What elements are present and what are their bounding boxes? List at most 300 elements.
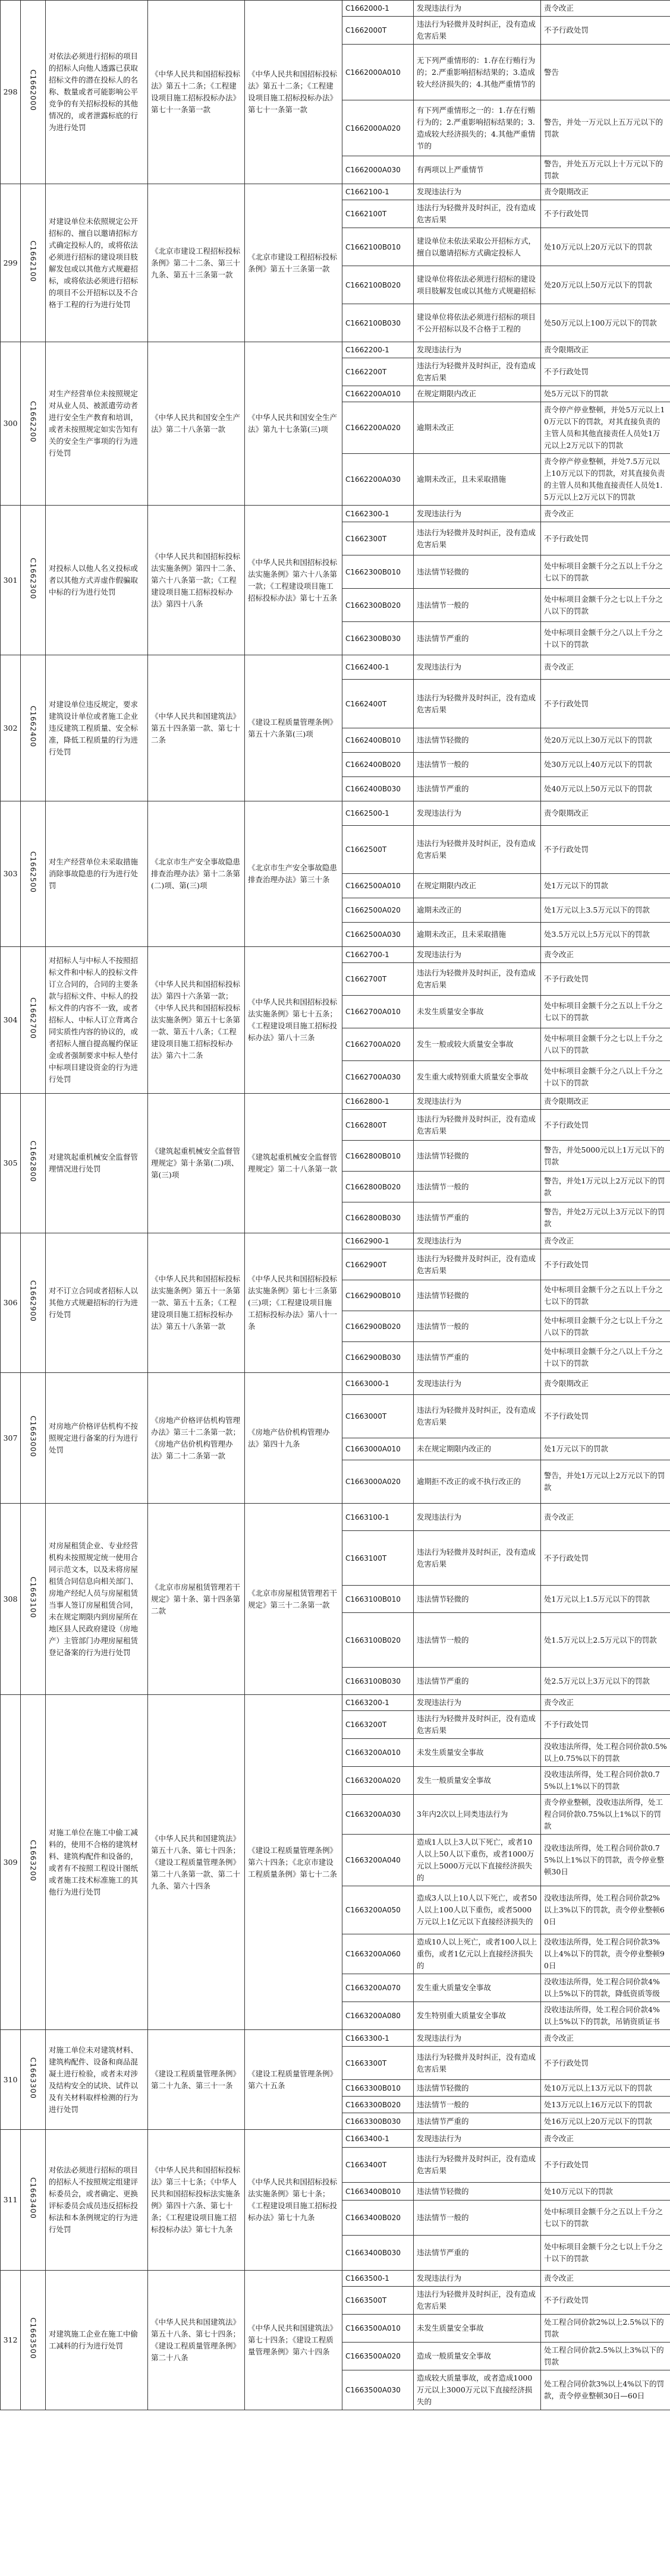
sub-code: C1662800B010 bbox=[342, 1141, 414, 1172]
violation-circumstance: 逾期未改正 bbox=[414, 402, 541, 454]
penalty-standard: 处10万元以下的罚款 bbox=[541, 2183, 670, 2201]
sub-code: C1663200A010 bbox=[342, 1739, 414, 1767]
violation-circumstance: 违法情节轻微的 bbox=[414, 555, 541, 589]
sub-code: C1662500T bbox=[342, 826, 414, 874]
item-code-text: C1663300 bbox=[29, 2057, 37, 2099]
violation-circumstance: 发现违法行为 bbox=[414, 1373, 541, 1395]
sub-code: C1663400B020 bbox=[342, 2201, 414, 2236]
sub-code: C1662200A020 bbox=[342, 402, 414, 454]
item-number: 309 bbox=[1, 1695, 21, 2030]
violation-circumstance: 有下列严重情形之一的：1.存在行贿行为的；2.严重影响招标结果的；3.造成较大经济损失的；4.其他严重情节的 bbox=[414, 100, 541, 156]
penalty-standard: 不予行政处罚 bbox=[541, 680, 670, 728]
violation-circumstance: 违法情节严重的 bbox=[414, 1342, 541, 1373]
violation-circumstance: 未发生质量安全事故 bbox=[414, 996, 541, 1028]
sub-code: C1662900B020 bbox=[342, 1311, 414, 1342]
legal-basis: 《中华人民共和国招标投标法实施条例》第四十二条、第六十八条第一款；《工程建设项目施工招标投标办法》第四十八条 bbox=[148, 506, 245, 655]
item-code bbox=[21, 2271, 46, 2410]
item-code-text: C1663100 bbox=[29, 1576, 37, 1618]
item-code bbox=[21, 1373, 46, 1504]
sub-code: C1662500A020 bbox=[342, 898, 414, 923]
item-code bbox=[21, 1233, 46, 1373]
violation-circumstance: 无下列严重情形的：1.存在行贿行为的；2.严重影响招标结果的；3.造成较大经济损失的；4.其他严重情节的 bbox=[414, 45, 541, 100]
penalty-standard: 责令改正 bbox=[541, 1695, 670, 1711]
sub-code: C1662400B030 bbox=[342, 777, 414, 801]
violation-circumstance: 未发生质量安全事故 bbox=[414, 2315, 541, 2343]
legal-basis: 《北京市房屋租赁管理若干规定》第十条、第十四条第二款 bbox=[148, 1504, 245, 1695]
penalty-standard: 不予行政处罚 bbox=[541, 200, 670, 228]
violation-circumstance: 违法情节严重的 bbox=[414, 622, 541, 655]
item-code bbox=[21, 2030, 46, 2130]
sub-code: C1662900-1 bbox=[342, 1233, 414, 1249]
sub-code: C1663100B010 bbox=[342, 1586, 414, 1613]
item-description: 对依法必须进行招标的项目的招标人向他人透露已获取招标文件的潜在投标人的名称、数量或者可能影响公平竞争的有关招标投标的其他情况的，或者泄露标底的行为进行处罚 bbox=[46, 1, 148, 184]
item-number: 308 bbox=[1, 1504, 21, 1695]
violation-circumstance: 违法情节一般的 bbox=[414, 2201, 541, 2236]
penalty-standard: 责令改正 bbox=[541, 1504, 670, 1531]
penalty-standard: 不予行政处罚 bbox=[541, 826, 670, 874]
item-code-text: C1663200 bbox=[29, 1839, 37, 1882]
item-code-text: C1662300 bbox=[29, 557, 37, 599]
violation-circumstance: 违法情节严重的 bbox=[414, 2236, 541, 2271]
item-code bbox=[21, 1695, 46, 2030]
violation-circumstance: 发现违法行为 bbox=[414, 655, 541, 680]
legal-basis: 《中华人民共和国建筑法》第五十四条第一款、第七十二条 bbox=[148, 655, 245, 801]
penalty-standard: 处中标项目金额千分之八以上千分之十以下的罚款 bbox=[541, 1061, 670, 1094]
violation-circumstance: 违法情节轻微的 bbox=[414, 2183, 541, 2201]
penalty-standard: 警告，并处一万元以上五万元以下的罚款 bbox=[541, 100, 670, 156]
penalty-standard: 责令停产停业整顿，并处5万元以上10万元以下的罚款，对其直接负责的主管人员和其他直接责任人员处1万元以上2万元以下的罚款 bbox=[541, 402, 670, 454]
violation-circumstance: 造成一般质量安全事故 bbox=[414, 2343, 541, 2370]
penalty-standard: 警告，并处1万元以上2万元以下的罚款 bbox=[541, 1460, 670, 1504]
penalty-standard: 处1万元以上1.5万元以下的罚款 bbox=[541, 1586, 670, 1613]
violation-circumstance: 违法行为轻微并及时纠正，没有造成危害后果 bbox=[414, 1395, 541, 1438]
penalty-standard: 不予行政处罚 bbox=[541, 1249, 670, 1280]
violation-circumstance: 违法情节一般的 bbox=[414, 589, 541, 622]
sub-code: C1662000A020 bbox=[342, 100, 414, 156]
penalty-standard: 处5万元以下的罚款 bbox=[541, 386, 670, 402]
violation-circumstance: 造成1人以上3人以下死亡，或者10人以上50人以下重伤，或者1000万元以上5000万元以下直接经济损失的 bbox=[414, 1835, 541, 1886]
penalty-standard: 没收违法所得，处工程合同价款0.75%以上1%以下的罚款，责令停业整顿30日 bbox=[541, 1835, 670, 1886]
item-code bbox=[21, 2130, 46, 2271]
violation-circumstance: 在规定期限内改正 bbox=[414, 386, 541, 402]
item-code-text: C1662500 bbox=[29, 851, 37, 893]
violation-circumstance: 违法情节严重的 bbox=[414, 1202, 541, 1233]
penalty-standard: 处20万元以上50万元以下的罚款 bbox=[541, 266, 670, 304]
item-code bbox=[21, 655, 46, 801]
sub-code: C1662900T bbox=[342, 1249, 414, 1280]
sub-code: C1662800-1 bbox=[342, 1094, 414, 1110]
sub-code: C1662300B030 bbox=[342, 622, 414, 655]
penalty-basis: 《中华人民共和国招标投标法实施条例》第六十八条第一款；《工程建设项目施工招标投标办法》第七十五条 bbox=[245, 506, 342, 655]
legal-basis: 《中华人民共和国招标投标法实施条例》第五十一条第一款、第五十五条；《工程建设项目施工招标投标办法》第五十八条第一款 bbox=[148, 1233, 245, 1373]
penalty-standard: 没收违法所得，处工程合同价款2%以上3%以下的罚款，责令停业整顿60日 bbox=[541, 1886, 670, 1934]
sub-code: C1663200A030 bbox=[342, 1795, 414, 1835]
penalty-standard: 处中标项目金额千分之八以上千分之十以下的罚款 bbox=[541, 622, 670, 655]
sub-code: C1662300B020 bbox=[342, 589, 414, 622]
item-description: 对招标人与中标人不按照招标文件和中标人的投标文件订立合同的，合同的主要条款与招标文件、中标人的投标文件的内容不一致，或者招标人、中标人订立背离合同实质性内容的协议的，或者招标人擅自提高履约保证金或者强制要求中标人垫付中标项目建设资金的行为进行处罚 bbox=[46, 947, 148, 1094]
sub-code: C1663200T bbox=[342, 1711, 414, 1739]
penalty-standard: 处中标项目金额千分之七以上千分之八以下的罚款 bbox=[541, 1311, 670, 1342]
item-number: 307 bbox=[1, 1373, 21, 1504]
penalty-standard: 没收违法所得，处工程合同价款4%以上5%以下的罚款，降低资质等级 bbox=[541, 1974, 670, 2002]
violation-circumstance: 3年内2次以上同类违法行为 bbox=[414, 1795, 541, 1835]
sub-code: C1662700-1 bbox=[342, 947, 414, 963]
penalty-basis: 《中华人民共和国招标投标法实施条例》第七十三条第(三)项；《工程建设项目施工招标投标办法》第八十一条 bbox=[245, 1233, 342, 1373]
penalty-standard: 没收违法所得，处工程合同价款0.75%以上1%以下的罚款 bbox=[541, 1767, 670, 1795]
violation-circumstance: 违法情节一般的 bbox=[414, 753, 541, 777]
violation-circumstance: 逾期未改正，且未采取措施 bbox=[414, 454, 541, 506]
violation-circumstance: 建设单位将依法必须进行招标的建设项目肢解发包或以其他方式规避招标 bbox=[414, 266, 541, 304]
sub-code: C1663500T bbox=[342, 2287, 414, 2315]
violation-circumstance: 发生重大质量安全事故 bbox=[414, 1974, 541, 2002]
penalty-standard: 不予行政处罚 bbox=[541, 1110, 670, 1141]
item-description: 对施工单位未对建筑材料、建筑构配件、设备和商品混凝土进行检验，或者未对涉及结构安全的试块、试件以及有关材料取样检测的行为进行处罚 bbox=[46, 2030, 148, 2130]
violation-circumstance: 违法情节严重的 bbox=[414, 1668, 541, 1695]
sub-code: C1662200-1 bbox=[342, 342, 414, 358]
violation-circumstance: 违法行为轻微并及时纠正，没有造成危害后果 bbox=[414, 200, 541, 228]
sub-code: C1662400T bbox=[342, 680, 414, 728]
item-code-text: C1663400 bbox=[29, 2177, 37, 2219]
violation-circumstance: 发生一般质量安全事故 bbox=[414, 1767, 541, 1795]
penalty-standard: 处1万元以下的罚款 bbox=[541, 874, 670, 898]
sub-code: C1663400B030 bbox=[342, 2236, 414, 2271]
penalty-standard: 处中标项目金额千分之七以上千分之八以下的罚款 bbox=[541, 1028, 670, 1061]
item-description: 对建筑施工企业在施工中偷工减料的行为进行处罚 bbox=[46, 2271, 148, 2410]
sub-code: C1662200A030 bbox=[342, 454, 414, 506]
penalty-standard: 警告，并处1万元以上2万元以下的罚款 bbox=[541, 1172, 670, 1202]
violation-circumstance: 违法情节轻微的 bbox=[414, 728, 541, 753]
penalty-basis: 《建筑起重机械安全监督管理规定》第二十八条第一款 bbox=[245, 1094, 342, 1233]
violation-circumstance: 在规定期限内改正 bbox=[414, 874, 541, 898]
violation-circumstance: 违法行为轻微并及时纠正，没有造成危害后果 bbox=[414, 963, 541, 996]
item-description: 对生产经营单位未按照规定对从业人员、被派遣劳动者进行安全生产教育和培训，或者未按照规定如实告知有关的安全生产事项的行为进行处罚 bbox=[46, 342, 148, 506]
item-description: 对生产经营单位未采取措施消除事故隐患的行为进行处罚 bbox=[46, 801, 148, 947]
table-row bbox=[1, 342, 670, 358]
table-row bbox=[1, 1695, 670, 1711]
item-description: 对建设单位违反规定，要求建筑设计单位或者施工企业违反建筑工程质量、安全标准，降低工程质量的行为进行处罚 bbox=[46, 655, 148, 801]
violation-circumstance: 逾期拒不改正的或不执行改正的 bbox=[414, 1460, 541, 1504]
penalty-standard: 处工程合同价款2%以上2.5%以下的罚款 bbox=[541, 2315, 670, 2343]
violation-circumstance: 发现违法行为 bbox=[414, 506, 541, 522]
violation-circumstance: 有两项以上严重情节 bbox=[414, 156, 541, 184]
penalty-standard: 处40万元以上50万元以下的罚款 bbox=[541, 777, 670, 801]
sub-code: C1662200T bbox=[342, 358, 414, 386]
sub-code: C1663200A070 bbox=[342, 1974, 414, 2002]
penalty-standard: 不予行政处罚 bbox=[541, 963, 670, 996]
penalty-standard: 处工程合同价款3%以上4%以下的罚款，责令停业整顿30日—60日 bbox=[541, 2370, 670, 2410]
sub-code: C1662400B010 bbox=[342, 728, 414, 753]
penalty-standard: 责令改正 bbox=[541, 2030, 670, 2047]
penalty-standard: 责令改正 bbox=[541, 1233, 670, 1249]
penalty-standard: 处中标项目金额千分之五以上千分之七以下的罚款 bbox=[541, 1280, 670, 1311]
penalty-basis: 《建设工程质量管理条例》第五十六条第(三)项 bbox=[245, 655, 342, 801]
sub-code: C1663200A020 bbox=[342, 1767, 414, 1795]
penalty-standard: 责令停产停业整顿，并处7.5万元以上10万元以下的罚款，对其直接负责的主管人员和其他直接责任人员处1.5万元以上2万元以下的罚款 bbox=[541, 454, 670, 506]
sub-code: C1662800B030 bbox=[342, 1202, 414, 1233]
sub-code: C1662100B020 bbox=[342, 266, 414, 304]
table-row bbox=[1, 801, 670, 826]
legal-basis: 《中华人民共和国招标投标法》第四十六条第一款；《中华人民共和国招标投标法实施条例》第五十七条第一款、第五十八条；《工程建设项目施工招标投标办法》第六十二条 bbox=[148, 947, 245, 1094]
item-number: 298 bbox=[1, 1, 21, 184]
sub-code: C1662800B020 bbox=[342, 1172, 414, 1202]
violation-circumstance: 违法行为轻微并及时纠正，没有造成危害后果 bbox=[414, 1110, 541, 1141]
violation-circumstance: 违法行为轻微并及时纠正，没有造成危害后果 bbox=[414, 2287, 541, 2315]
penalty-basis: 《北京市建设工程招标投标条例》第五十三条第一款 bbox=[245, 184, 342, 342]
penalty-basis: 《中华人民共和国招标投标法实施条例》第七十五条；《工程建设项目施工招标投标办法》第八十三条 bbox=[245, 947, 342, 1094]
violation-circumstance: 违法情节一般的 bbox=[414, 2097, 541, 2113]
violation-circumstance: 发生重大或特别重大质量安全事故 bbox=[414, 1061, 541, 1094]
penalty-basis: 《中华人民共和国安全生产法》第九十七条第(三)项 bbox=[245, 342, 342, 506]
table-row bbox=[1, 2130, 670, 2148]
item-description: 对依法必须进行招标的项目的招标人不按照规定组建评标委员会，或者确定、更换评标委员会成员违反招标投标法和本条例规定的行为进行处罚 bbox=[46, 2130, 148, 2271]
penalty-standard: 不予行政处罚 bbox=[541, 2287, 670, 2315]
sub-code: C1662400-1 bbox=[342, 655, 414, 680]
legal-basis: 《中华人民共和国建筑法》第五十八条、第七十四条；《建设工程质量管理条例》第二十八条 bbox=[148, 2271, 245, 2410]
item-code-text: C1662000 bbox=[29, 70, 37, 111]
sub-code: C1663000-1 bbox=[342, 1373, 414, 1395]
sub-code: C1663100-1 bbox=[342, 1504, 414, 1531]
violation-circumstance: 发现违法行为 bbox=[414, 1695, 541, 1711]
legal-basis: 《中华人民共和国安全生产法》第二十八条第一款 bbox=[148, 342, 245, 506]
violation-circumstance: 违法行为轻微并及时纠正，没有造成危害后果 bbox=[414, 2148, 541, 2183]
table-row bbox=[1, 2030, 670, 2047]
violation-circumstance: 未在规定期限内改正的 bbox=[414, 1438, 541, 1460]
item-description: 对房地产价格评估机构不按照规定进行备案的行为进行处罚 bbox=[46, 1373, 148, 1504]
penalty-standard: 责令限期改正 bbox=[541, 184, 670, 200]
item-code-text: C1662100 bbox=[29, 240, 37, 282]
table-row bbox=[1, 184, 670, 200]
sub-code: C1662700A020 bbox=[342, 1028, 414, 1061]
item-code-text: C1662800 bbox=[29, 1141, 37, 1182]
penalty-standard: 处1万元以下的罚款 bbox=[541, 1438, 670, 1460]
violation-circumstance: 违法行为轻微并及时纠正，没有造成危害后果 bbox=[414, 1249, 541, 1280]
violation-circumstance: 发现违法行为 bbox=[414, 1094, 541, 1110]
penalty-standard: 没收违法所得，处工程合同价款3%以上4%以下的罚款，责令停业整顿90日 bbox=[541, 1934, 670, 1974]
violation-circumstance: 逾期未改正的 bbox=[414, 898, 541, 923]
table-row bbox=[1, 1233, 670, 1249]
violation-circumstance: 违法情节轻微的 bbox=[414, 1280, 541, 1311]
item-description: 对房屋租赁企业、专业经营机构未按照规定统一使用合同示范文本，以及未将房屋租赁合同信息向相关部门、房地产经纪人员与房屋租赁当事人签订房屋租赁合同，未在规定期限内到房屋所在地区县人民政府建设（房地产）主管部门办理房屋租赁登记备案的行为进行处罚 bbox=[46, 1504, 148, 1695]
sub-code: C1662800T bbox=[342, 1110, 414, 1141]
penalty-standard: 警告，并处五万元以上十万元以下的罚款 bbox=[541, 156, 670, 184]
sub-code: C1663000A020 bbox=[342, 1460, 414, 1504]
penalty-standard: 责令改正 bbox=[541, 655, 670, 680]
penalty-standard: 处1万元以上3.5万元以下的罚款 bbox=[541, 898, 670, 923]
penalty-standard: 处中标项目金额千分之八以上千分之十以下的罚款 bbox=[541, 1342, 670, 1373]
violation-circumstance: 造成较大质量事故，或者造成1000万元以上3000万元以下直接经济损失的 bbox=[414, 2370, 541, 2410]
item-code bbox=[21, 947, 46, 1094]
sub-code: C1663200A060 bbox=[342, 1934, 414, 1974]
penalty-standard: 没收违法所得，处工程合同价款4%以上5%以下的罚款，吊销资质证书 bbox=[541, 2002, 670, 2030]
penalty-standard: 处30万元以上40万元以下的罚款 bbox=[541, 753, 670, 777]
sub-code: C1663400-1 bbox=[342, 2130, 414, 2148]
sub-code: C1663400T bbox=[342, 2148, 414, 2183]
legal-basis: 《中华人民共和国招标投标法》第三十七条；《中华人民共和国招标投标法实施条例》第四十六条、第七十条；《工程建设项目施工招标投标办法》第七十九条 bbox=[148, 2130, 245, 2271]
sub-code: C1662900B030 bbox=[342, 1342, 414, 1373]
table-row bbox=[1, 1373, 670, 1395]
violation-circumstance: 违法行为轻微并及时纠正，没有造成危害后果 bbox=[414, 17, 541, 45]
sub-code: C1662300B010 bbox=[342, 555, 414, 589]
penalty-basis: 《中华人民共和国招标投标法实施条例》第七十条；《工程建设项目施工招标投标办法》第七十九条 bbox=[245, 2130, 342, 2271]
item-code-text: C1663000 bbox=[29, 1415, 37, 1457]
item-description: 对施工单位在施工中偷工减料的，使用不合格的建筑材料、建筑构配件和设备的，或者有不按照工程设计图纸或者施工技术标准施工的其他行为进行处罚 bbox=[46, 1695, 148, 2030]
penalty-standard: 不予行政处罚 bbox=[541, 1711, 670, 1739]
violation-circumstance: 建设单位未依法采取公开招标方式，擅自以邀请招标方式确定投标人 bbox=[414, 228, 541, 266]
item-code-text: C1662900 bbox=[29, 1280, 37, 1322]
legal-basis: 《建筑起重机械安全监督管理规定》第十条第(二)项、第(三)项 bbox=[148, 1094, 245, 1233]
item-number: 300 bbox=[1, 342, 21, 506]
item-code-text: C1662400 bbox=[29, 705, 37, 747]
sub-code: C1662700T bbox=[342, 963, 414, 996]
penalty-standard: 责令改正 bbox=[541, 947, 670, 963]
table-row bbox=[1, 1504, 670, 1531]
violation-circumstance: 违法行为轻微并及时纠正，没有造成危害后果 bbox=[414, 1711, 541, 1739]
item-code bbox=[21, 801, 46, 947]
sub-code: C1663500A020 bbox=[342, 2343, 414, 2370]
penalty-standard: 不予行政处罚 bbox=[541, 2148, 670, 2183]
table-row bbox=[1, 506, 670, 522]
sub-code: C1663200A080 bbox=[342, 2002, 414, 2030]
penalty-standard: 处1.5万元以上2.5万元以下的罚款 bbox=[541, 1613, 670, 1668]
penalty-standard: 没收违法所得，处工程合同价款0.5%以上0.75%以下的罚款 bbox=[541, 1739, 670, 1767]
table-row bbox=[1, 947, 670, 963]
table-row bbox=[1, 655, 670, 680]
sub-code: C1663000A010 bbox=[342, 1438, 414, 1460]
sub-code: C1663200A040 bbox=[342, 1835, 414, 1886]
penalty-standard: 处10万元以上20万元以下的罚款 bbox=[541, 228, 670, 266]
violation-circumstance: 违法情节严重的 bbox=[414, 777, 541, 801]
sub-code: C1662300T bbox=[342, 522, 414, 555]
item-code bbox=[21, 1094, 46, 1233]
violation-circumstance: 发生特别重大质量安全事故 bbox=[414, 2002, 541, 2030]
penalty-standard: 不予行政处罚 bbox=[541, 1395, 670, 1438]
penalty-standard: 警告，并处5000元以上1万元以下的罚款 bbox=[541, 1141, 670, 1172]
legal-basis: 《建设工程质量管理条例》第二十九条、第三十一条 bbox=[148, 2030, 245, 2130]
penalty-standard: 责令限期改正 bbox=[541, 1094, 670, 1110]
violation-circumstance: 违法情节一般的 bbox=[414, 1311, 541, 1342]
sub-code: C1662100B030 bbox=[342, 304, 414, 342]
sub-code: C1662000-1 bbox=[342, 1, 414, 17]
violation-circumstance: 发现违法行为 bbox=[414, 2130, 541, 2148]
violation-circumstance: 发现违法行为 bbox=[414, 2271, 541, 2287]
legal-basis: 《中华人民共和国建筑法》第五十八条、第七十四条；《建设工程质量管理条例》第二十八条第一款、第二十九条、第六十四条 bbox=[148, 1695, 245, 2030]
sub-code: C1662200A010 bbox=[342, 386, 414, 402]
sub-code: C1663300B030 bbox=[342, 2113, 414, 2130]
penalty-standard: 处50万元以上100万元以下的罚款 bbox=[541, 304, 670, 342]
sub-code: C1662000A030 bbox=[342, 156, 414, 184]
penalty-standard: 处中标项目金额千分之七以上千分之十以下的罚款 bbox=[541, 2236, 670, 2271]
penalty-standard: 不予行政处罚 bbox=[541, 1531, 670, 1586]
item-description: 对建设单位未依照规定公开招标的、擅自以邀请招标方式确定投标人的，或将依法必须进行招标的建设项目肢解发包或以其他方式规避招标，或将依法必须进行招标的项目不公开招标以及不合格于工程的行为进行处罚 bbox=[46, 184, 148, 342]
legal-basis: 《房地产价格评估机构管理办法》第三十二条第一款；《房地产估价机构管理办法》第二十二条第一款 bbox=[148, 1373, 245, 1504]
penalty-standard: 责令改正 bbox=[541, 1, 670, 17]
sub-code: C1663500A030 bbox=[342, 2370, 414, 2410]
penalty-standard: 处中标项目金额千分之五以上千分之七以下的罚款 bbox=[541, 996, 670, 1028]
sub-code: C1662700A030 bbox=[342, 1061, 414, 1094]
penalty-basis: 《北京市房屋租赁管理若干规定》第三十二条第一款 bbox=[245, 1504, 342, 1695]
violation-circumstance: 发生一般或较大质量安全事故 bbox=[414, 1028, 541, 1061]
sub-code: C1662500-1 bbox=[342, 801, 414, 826]
sub-code: C1663500-1 bbox=[342, 2271, 414, 2287]
penalty-standard: 责令限期改正 bbox=[541, 342, 670, 358]
violation-circumstance: 违法情节轻微的 bbox=[414, 1141, 541, 1172]
item-number: 306 bbox=[1, 1233, 21, 1373]
sub-code: C1663300-1 bbox=[342, 2030, 414, 2047]
sub-code: C1662500A030 bbox=[342, 923, 414, 947]
penalty-basis: 《建设工程质量管理条例》第六十四条；《北京市建设工程质量条例》第七十二条 bbox=[245, 1695, 342, 2030]
sub-code: C1662300-1 bbox=[342, 506, 414, 522]
item-number: 303 bbox=[1, 801, 21, 947]
penalty-standard: 责令限期改正 bbox=[541, 1373, 670, 1395]
penalty-basis: 《北京市生产安全事故隐患排查治理办法》第三十条 bbox=[245, 801, 342, 947]
penalty-basis: 《中华人民共和国建筑法》第七十四条；《建设工程质量管理条例》第六十四条 bbox=[245, 2271, 342, 2410]
penalty-basis: 《房地产估价机构管理办法》第四十九条 bbox=[245, 1373, 342, 1504]
penalty-standard: 处中标项目金额千分之五以上千分之七以下的罚款 bbox=[541, 555, 670, 589]
item-number: 311 bbox=[1, 2130, 21, 2271]
penalty-standard: 处中标项目金额千分之七以上千分之八以下的罚款 bbox=[541, 589, 670, 622]
violation-circumstance: 违法行为轻微并及时纠正，没有造成危害后果 bbox=[414, 358, 541, 386]
sub-code: C1663200-1 bbox=[342, 1695, 414, 1711]
violation-circumstance: 造成3人以上10人以下死亡，或者50人以上100人以下重伤，或者5000万元以上1亿元以下直接经济损失的 bbox=[414, 1886, 541, 1934]
violation-circumstance: 违法情节严重的 bbox=[414, 2113, 541, 2130]
sub-code: C1662500A010 bbox=[342, 874, 414, 898]
sub-code: C1662400B020 bbox=[342, 753, 414, 777]
penalty-basis: 《建设工程质量管理条例》第六十五条 bbox=[245, 2030, 342, 2130]
violation-circumstance: 违法行为轻微并及时纠正，没有造成危害后果 bbox=[414, 680, 541, 728]
sub-code: C1662900B010 bbox=[342, 1280, 414, 1311]
legal-basis: 《北京市生产安全事故隐患排查治理办法》第十二条第(二)项、第(三)项 bbox=[148, 801, 245, 947]
penalty-standard: 处16万元以上20万元以下的罚款 bbox=[541, 2113, 670, 2130]
violation-circumstance: 违法行为轻微并及时纠正，没有造成危害后果 bbox=[414, 1531, 541, 1586]
penalty-standard: 处2.5万元以上3万元以下的罚款 bbox=[541, 1668, 670, 1695]
violation-circumstance: 违法行为轻微并及时纠正，没有造成危害后果 bbox=[414, 2047, 541, 2080]
violation-circumstance: 发现违法行为 bbox=[414, 342, 541, 358]
penalty-standard: 责令限期改正 bbox=[541, 801, 670, 826]
sub-code: C1663100B030 bbox=[342, 1668, 414, 1695]
violation-circumstance: 发现违法行为 bbox=[414, 801, 541, 826]
sub-code: C1662000T bbox=[342, 17, 414, 45]
table-row bbox=[1, 1094, 670, 1110]
penalty-standard: 处10万元以上13万元以下的罚款 bbox=[541, 2080, 670, 2097]
penalty-standard: 责令改正 bbox=[541, 2130, 670, 2148]
penalty-standard: 责令停业整顿，没收违法所得，处工程合同价款0.75%以上1%以下的罚款 bbox=[541, 1795, 670, 1835]
violation-circumstance: 违法情节轻微的 bbox=[414, 2080, 541, 2097]
penalty-standard: 警告，并处2万元以上3万元以下的罚款 bbox=[541, 1202, 670, 1233]
penalty-standard: 处20万元以上30万元以下的罚款 bbox=[541, 728, 670, 753]
penalty-standard: 处13万元以上16万元以下的罚款 bbox=[541, 2097, 670, 2113]
item-description: 对建筑起重机械安全监督管理情况进行处罚 bbox=[46, 1094, 148, 1233]
violation-circumstance: 未发生质量安全事故 bbox=[414, 1739, 541, 1767]
penalty-standard: 不予行政处罚 bbox=[541, 17, 670, 45]
legal-basis: 《北京市建设工程招标投标条例》第二十二条、第三十九条、第五十三条第一款 bbox=[148, 184, 245, 342]
sub-code: C1663100B020 bbox=[342, 1613, 414, 1668]
violation-circumstance: 发现违法行为 bbox=[414, 184, 541, 200]
item-code-text: C1662700 bbox=[29, 997, 37, 1039]
item-number: 301 bbox=[1, 506, 21, 655]
legal-basis: 《中华人民共和国招标投标法》第五十二条；《工程建设项目施工招标投标办法》第七十一条第一款 bbox=[148, 1, 245, 184]
penalty-standard: 责令改正 bbox=[541, 506, 670, 522]
item-code bbox=[21, 1, 46, 184]
item-description: 对不订立合同或者招标人以其他方式规避招标的行为进行处罚 bbox=[46, 1233, 148, 1373]
item-number: 299 bbox=[1, 184, 21, 342]
item-number: 312 bbox=[1, 2271, 21, 2410]
penalty-standard: 处中标项目金额千分之五以上千分之七以下的罚款 bbox=[541, 2201, 670, 2236]
item-number: 305 bbox=[1, 1094, 21, 1233]
violation-circumstance: 发现违法行为 bbox=[414, 1233, 541, 1249]
item-code bbox=[21, 342, 46, 506]
item-number: 302 bbox=[1, 655, 21, 801]
violation-circumstance: 违法情节一般的 bbox=[414, 1613, 541, 1668]
